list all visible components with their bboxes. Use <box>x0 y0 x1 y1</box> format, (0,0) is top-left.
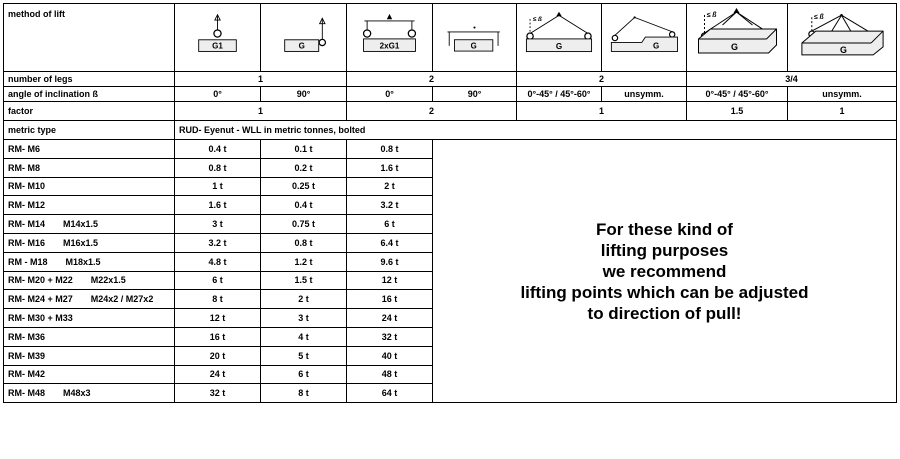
thread-size: M18x1.5 <box>65 256 101 267</box>
factor-label: factor <box>4 102 175 121</box>
wll-value: 16 t <box>175 327 261 346</box>
type-cell <box>4 290 175 309</box>
type-name: RM- M36 <box>8 331 46 342</box>
svg-text:≤ ß: ≤ ß <box>532 15 542 23</box>
diagram-single-side <box>261 4 347 72</box>
type-cell <box>4 384 175 403</box>
angle-cell: 0° <box>175 87 261 102</box>
table-row <box>4 140 897 159</box>
wll-value: 1.5 t <box>261 271 347 290</box>
wll-value: 3.2 t <box>347 196 433 215</box>
lift-two-leg-unsymm-icon <box>606 7 682 69</box>
wll-value: 20 t <box>175 346 261 365</box>
wll-value: 4 t <box>261 327 347 346</box>
thread-size: M14x1.5 <box>63 219 99 230</box>
angle-label: angle of inclination ß <box>4 87 175 102</box>
lift-double-side-icon <box>437 7 512 69</box>
wll-value: 0.8 t <box>347 140 433 159</box>
metric-type-row <box>4 121 897 140</box>
wll-value: 32 t <box>347 327 433 346</box>
angle-cell: 90° <box>433 87 517 102</box>
lift-multi-leg-angled-icon <box>691 7 783 69</box>
type-cell <box>4 233 175 252</box>
type-cell <box>4 252 175 271</box>
type-name: RM- M48 <box>8 388 46 399</box>
type-name: RM- M10 <box>8 181 46 192</box>
angle-row <box>4 87 897 102</box>
wll-value: 12 t <box>347 271 433 290</box>
diagram-single-vertical <box>175 4 261 72</box>
angle-cell: 0° <box>347 87 433 102</box>
message-line: we recommend <box>602 261 727 281</box>
wll-value: 0.1 t <box>261 140 347 159</box>
wll-value: 2 t <box>261 290 347 309</box>
type-name: RM - M18 <box>8 256 48 267</box>
factor-row <box>4 102 897 121</box>
type-cell <box>4 196 175 215</box>
method-of-lift-label: method of lift <box>4 4 175 72</box>
type-cell <box>4 158 175 177</box>
number-of-legs-label: number of legs <box>4 72 175 87</box>
wll-value: 24 t <box>175 365 261 384</box>
factor-cell: 1 <box>517 102 687 121</box>
wll-value: 1.2 t <box>261 252 347 271</box>
factor-cell: 2 <box>347 102 517 121</box>
svg-text:G: G <box>470 40 477 50</box>
angle-cell: 0°-45° / 45°-60° <box>687 87 788 102</box>
lift-double-vertical-icon <box>351 7 428 69</box>
svg-text:G: G <box>555 41 563 51</box>
svg-text:G: G <box>730 41 739 52</box>
type-name: RM- M30 + M33 <box>8 313 73 324</box>
diagram-two-leg-angled <box>517 4 602 72</box>
wll-value: 64 t <box>347 384 433 403</box>
type-name: RM- M16 <box>8 237 46 248</box>
angle-cell: 0°-45° / 45°-60° <box>517 87 602 102</box>
diagram-two-leg-unsymm <box>602 4 687 72</box>
recommendation-message <box>433 140 897 403</box>
wll-value: 0.8 t <box>175 158 261 177</box>
wll-value: 3 t <box>175 215 261 234</box>
legs-cell: 2 <box>347 72 517 87</box>
diagram-double-side <box>433 4 517 72</box>
wll-value: 48 t <box>347 365 433 384</box>
svg-text:G1: G1 <box>212 41 223 51</box>
svg-text:≤ ß: ≤ ß <box>813 13 824 21</box>
wll-value: 6 t <box>347 215 433 234</box>
factor-cell: 1 <box>175 102 347 121</box>
message-line: to direction of pull! <box>587 303 742 323</box>
wll-value: 0.75 t <box>261 215 347 234</box>
lift-multi-leg-unsymm-icon <box>792 7 892 69</box>
type-cell <box>4 309 175 328</box>
wll-value: 3.2 t <box>175 233 261 252</box>
type-note: RUD- Eyenut - WLL in metric tonnes, bolted <box>175 121 897 140</box>
angle-cell: 90° <box>261 87 347 102</box>
svg-text:G: G <box>652 41 660 51</box>
diagram-multi-leg-unsymm <box>788 4 897 72</box>
type-name: RM- M39 <box>8 350 46 361</box>
type-cell <box>4 346 175 365</box>
wll-value: 16 t <box>347 290 433 309</box>
metric-type-label: metric type <box>4 121 175 140</box>
factor-cell: 1 <box>788 102 897 121</box>
wll-table <box>3 3 897 403</box>
type-name: RM- M12 <box>8 200 46 211</box>
lift-two-leg-angled-icon <box>521 7 597 69</box>
type-name: RM- M20 + M22 <box>8 275 73 286</box>
wll-value: 6 t <box>175 271 261 290</box>
svg-text:G: G <box>298 41 305 51</box>
type-name: RM- M8 <box>8 162 40 173</box>
type-cell <box>4 327 175 346</box>
method-of-lift-row <box>4 4 897 72</box>
type-cell <box>4 365 175 384</box>
type-name: RM- M14 <box>8 219 46 230</box>
angle-cell: unsymm. <box>602 87 687 102</box>
legs-cell: 2 <box>517 72 687 87</box>
wll-value: 0.4 t <box>175 140 261 159</box>
svg-text:G: G <box>840 44 847 55</box>
wll-value: 4.8 t <box>175 252 261 271</box>
legs-cell: 3/4 <box>687 72 897 87</box>
type-cell <box>4 177 175 196</box>
wll-value: 32 t <box>175 384 261 403</box>
message-line: lifting purposes <box>600 240 729 260</box>
wll-value: 6 t <box>261 365 347 384</box>
wll-value: 9.6 t <box>347 252 433 271</box>
message-line: lifting points which can be adjusted <box>520 282 809 302</box>
wll-value: 0.2 t <box>261 158 347 177</box>
wll-value: 12 t <box>175 309 261 328</box>
lift-vertical-icon <box>179 7 256 69</box>
wll-value: 40 t <box>347 346 433 365</box>
wll-value: 1 t <box>175 177 261 196</box>
wll-value: 0.8 t <box>261 233 347 252</box>
wll-value: 1.6 t <box>175 196 261 215</box>
thread-size: M48x3 <box>63 388 91 399</box>
lift-side-icon <box>265 7 342 69</box>
diagram-double-vertical <box>347 4 433 72</box>
thread-size: M24x2 / M27x2 <box>90 294 154 305</box>
wll-value: 0.4 t <box>261 196 347 215</box>
wll-value: 0.25 t <box>261 177 347 196</box>
wll-value: 5 t <box>261 346 347 365</box>
type-cell <box>4 215 175 234</box>
legs-cell: 1 <box>175 72 347 87</box>
wll-value: 6.4 t <box>347 233 433 252</box>
factor-cell: 1.5 <box>687 102 788 121</box>
thread-size: M16x1.5 <box>63 237 99 248</box>
wll-value: 2 t <box>347 177 433 196</box>
diagram-multi-leg-angled <box>687 4 788 72</box>
type-name: RM- M24 + M27 <box>8 294 73 305</box>
type-name: RM- M42 <box>8 369 46 380</box>
wll-value: 1.6 t <box>347 158 433 177</box>
type-cell <box>4 271 175 290</box>
wll-value: 8 t <box>175 290 261 309</box>
type-name: RM- M6 <box>8 143 40 154</box>
wll-value: 24 t <box>347 309 433 328</box>
message-line: For these kind of <box>596 219 733 239</box>
number-of-legs-row <box>4 72 897 87</box>
svg-text:2xG1: 2xG1 <box>379 41 400 51</box>
angle-cell: unsymm. <box>788 87 897 102</box>
svg-text:≤ ß: ≤ ß <box>706 11 717 19</box>
wll-value: 8 t <box>261 384 347 403</box>
thread-size: M22x1.5 <box>90 275 126 286</box>
wll-value: 3 t <box>261 309 347 328</box>
type-cell <box>4 140 175 159</box>
